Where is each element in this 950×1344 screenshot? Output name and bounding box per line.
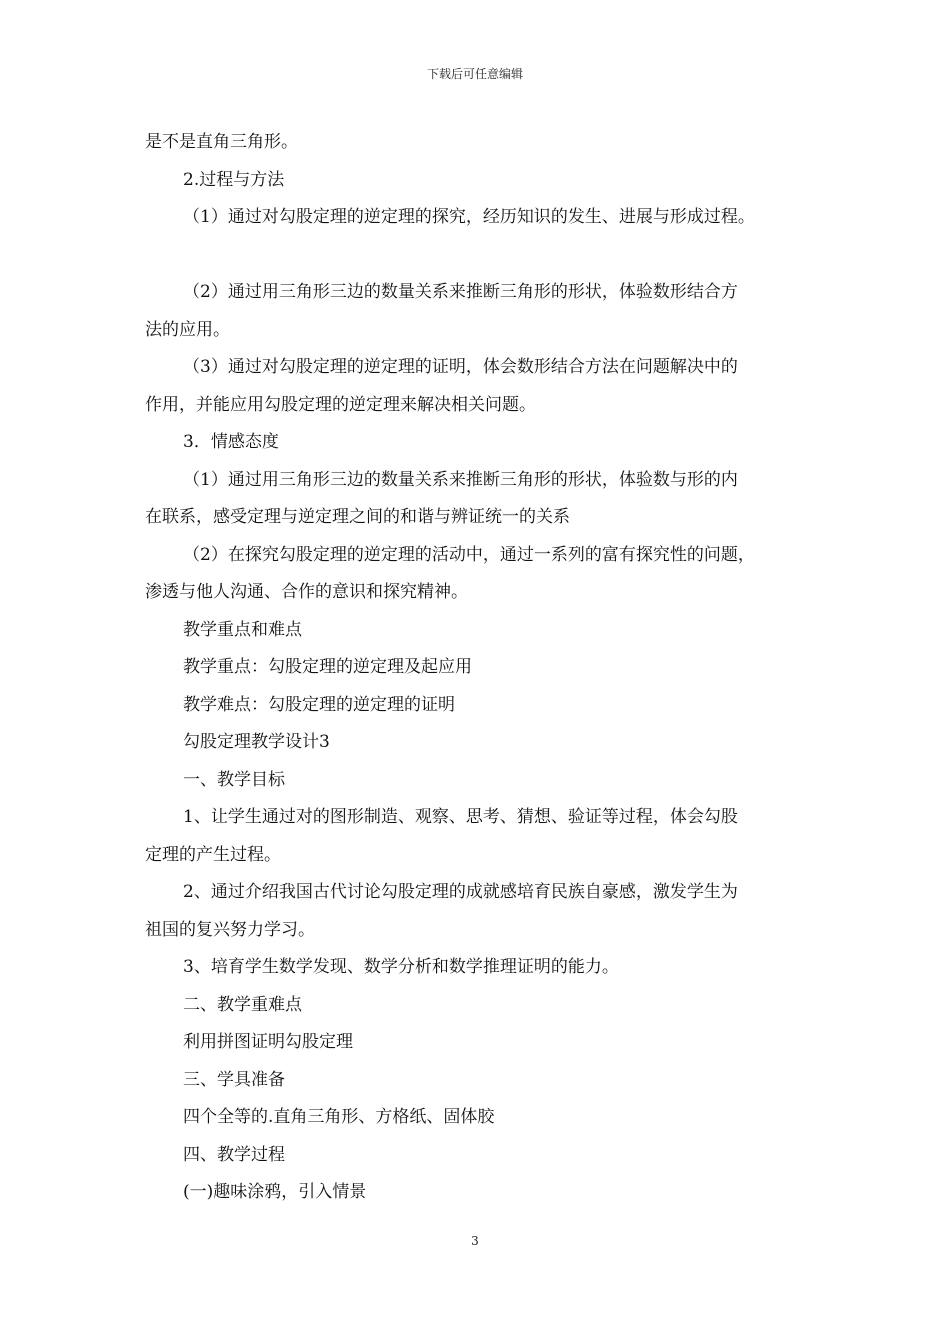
text-line: 1、让学生通过对的图形制造、观察、思考、猜想、验证等过程，体会勾股 bbox=[183, 807, 738, 827]
text-line: （2）在探究勾股定理的逆定理的活动中，通过一系列的富有探究性的问题， bbox=[183, 544, 755, 565]
text-line: 是不是直角三角形。 bbox=[145, 132, 298, 152]
text-line: 四个全等的.直角三角形、方格纸、固体胶 bbox=[183, 1107, 495, 1127]
document-body bbox=[145, 124, 825, 1212]
text-line: 法的应用。 bbox=[145, 319, 230, 340]
section-heading: 三、学具准备 bbox=[183, 1069, 285, 1090]
text-line: (一)趣味涂鸦，引入情景 bbox=[183, 1182, 367, 1202]
text-line: 2、通过介绍我国古代讨论勾股定理的成就感培育民族自豪感，激发学生为 bbox=[183, 882, 738, 902]
section-heading: 一、教学目标 bbox=[183, 769, 285, 790]
text-line: 3、培育学生数学发现、数学分析和数学推理证明的能力。 bbox=[183, 957, 619, 977]
section-heading: 2.过程与方法 bbox=[183, 169, 285, 190]
text-line: （2）通过用三角形三边的数量关系来推断三角形的形状，体验数形结合方 bbox=[183, 282, 738, 302]
text-line: 教学难点：勾股定理的逆定理的证明 bbox=[183, 694, 455, 715]
section-heading: 3．情感态度 bbox=[183, 432, 279, 452]
blank-line bbox=[145, 237, 825, 275]
section-heading: 教学重点和难点 bbox=[183, 619, 302, 640]
text-line: （3）通过对勾股定理的逆定理的证明，体会数形结合方法在问题解决中的 bbox=[183, 357, 738, 377]
text-line: 教学重点：勾股定理的逆定理及起应用 bbox=[183, 657, 472, 677]
text-line: 祖国的复兴努力学习。 bbox=[145, 919, 315, 940]
text-line: 定理的产生过程。 bbox=[145, 844, 281, 865]
text-line: 渗透与他人沟通、合作的意识和探究精神。 bbox=[145, 582, 468, 602]
text-line: （1）通过对勾股定理的逆定理的探究，经历知识的发生、进展与形成过程。 bbox=[183, 207, 755, 227]
text-line: （1）通过用三角形三边的数量关系来推断三角形的形状，体验数与形的内 bbox=[183, 469, 738, 490]
page-header: 下载后可任意编辑 bbox=[426, 67, 523, 81]
page-number: 3 bbox=[471, 1234, 479, 1248]
text-line: 利用拼图证明勾股定理 bbox=[183, 1032, 353, 1052]
section-heading: 四、教学过程 bbox=[183, 1144, 285, 1165]
section-heading: 二、教学重难点 bbox=[183, 994, 302, 1015]
text-line: 在联系，感受定理与逆定理之间的和谐与辨证统一的关系 bbox=[145, 507, 570, 527]
text-line: 作用，并能应用勾股定理的逆定理来解决相关问题。 bbox=[145, 394, 536, 415]
section-heading: 勾股定理教学设计3 bbox=[183, 732, 330, 752]
